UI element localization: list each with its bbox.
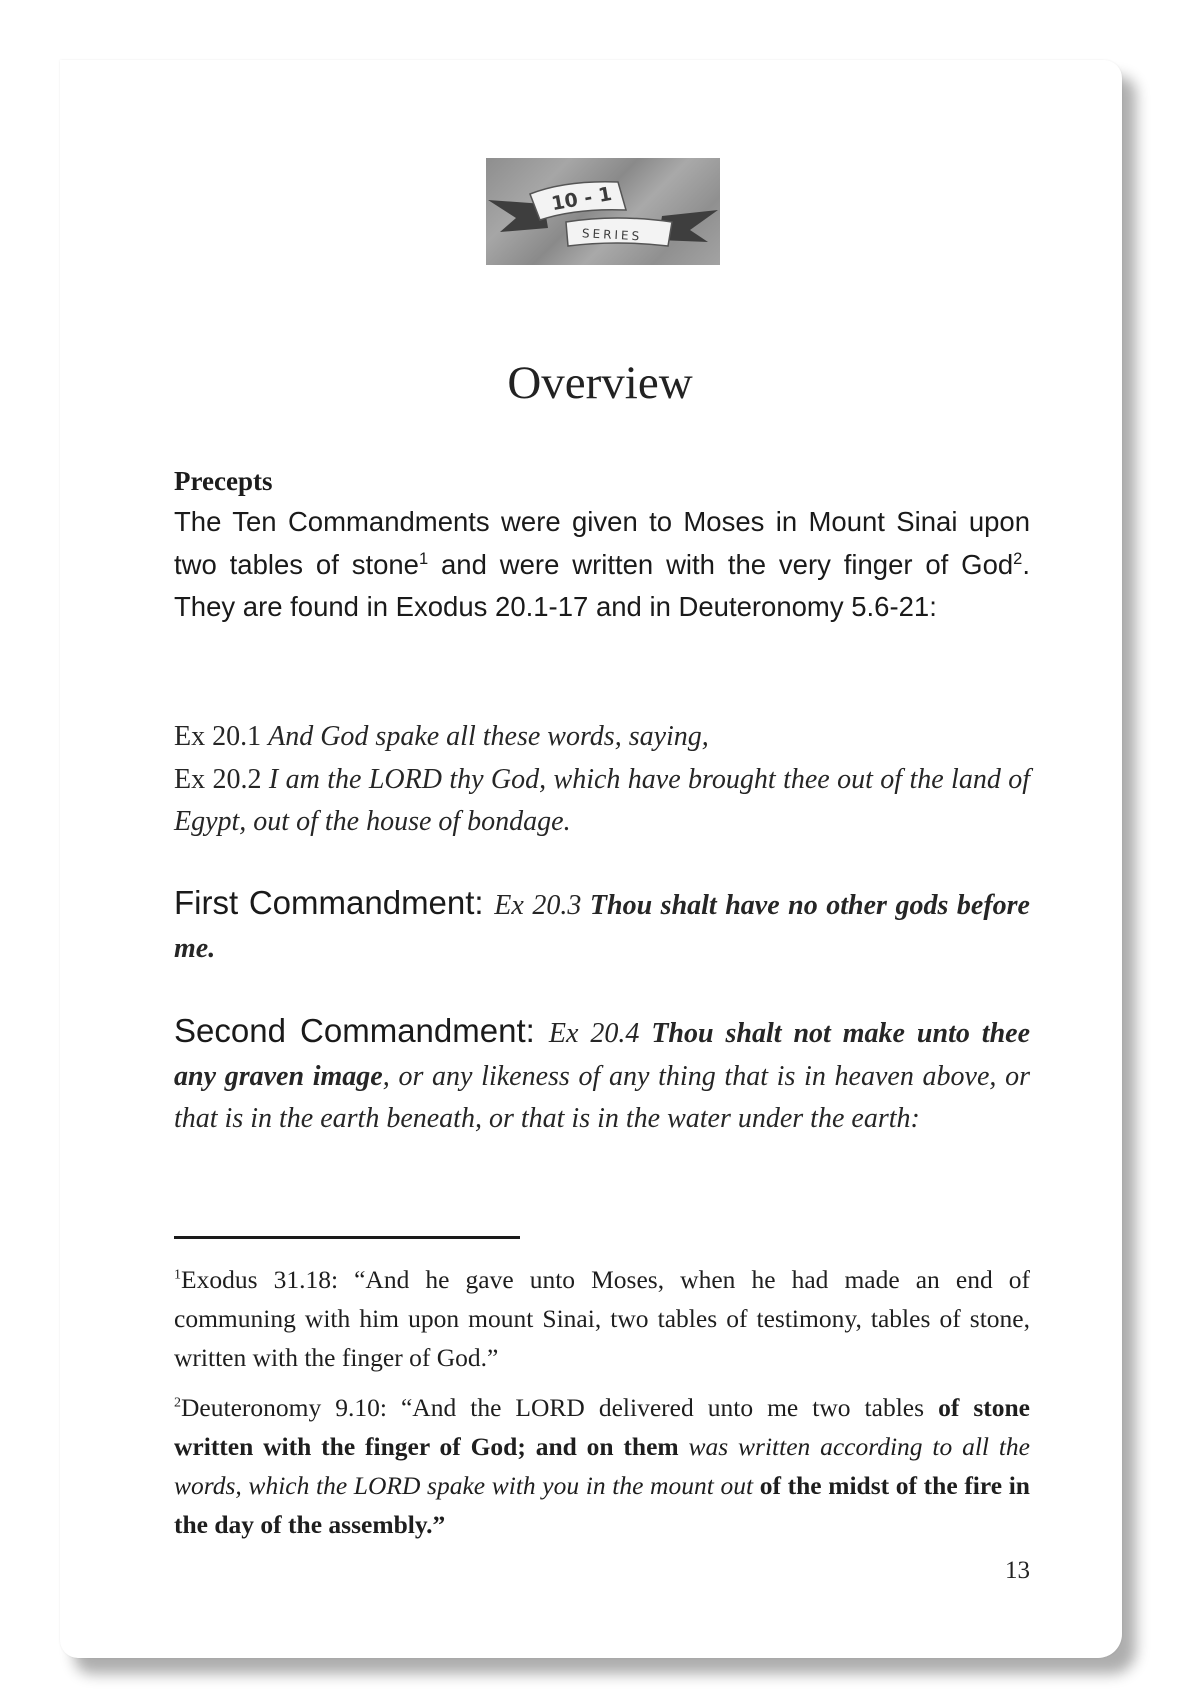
footnote-ref-2[interactable]: 2 xyxy=(1013,549,1023,568)
ribbon-banner-icon xyxy=(486,158,720,265)
page-number: 13 xyxy=(1005,1557,1030,1584)
logo-text-line2: SERIES xyxy=(581,226,643,244)
verse-line: Ex 20.2 I am the LORD thy God, which have brought thee out of the land of Egypt, out of the house of bondage. xyxy=(174,763,1030,837)
commandment-label: Second Commandment: xyxy=(174,1012,549,1049)
footnote-ref-1[interactable]: 1 xyxy=(418,549,429,568)
section-heading: Precepts xyxy=(174,466,273,496)
verses-block xyxy=(174,716,1030,844)
page-title: Overview xyxy=(507,357,693,409)
first-commandment: First Commandment: Ex 20.3 Thou shalt have no other gods before me. xyxy=(174,884,1030,964)
footnote-1: $^1$Exodus 31.18: “And he gave unto Moses, when he had made an end of communing with him upon mount Sinai, two tables of testimony, tables of stone, written with the finger of God.” xyxy=(174,1265,1030,1372)
second-commandment: Second Commandment: Ex 20.4 Thou shalt not make unto thee any graven image, or any likeness of any thing that is in heaven above, or that is in the earth beneath, or that is in the water under the earth: xyxy=(174,1012,1031,1134)
verse-line: Ex 20.1 And God spake all these words, saying, xyxy=(174,721,709,752)
commandment-label: First Commandment: xyxy=(174,884,495,921)
logo-text-line1: 10 - 1 xyxy=(549,182,614,216)
series-logo xyxy=(486,158,720,265)
footnote-2: $^2$Deuteronomy 9.10: “And the LORD delivered unto me two tables of stone written with the finger of God; and on them was written according to all the words, which the LORD spake with you in the mount out of the midst of the fire in the day of the assembly.” xyxy=(174,1393,1030,1539)
footnote-divider xyxy=(174,1236,520,1239)
precepts-paragraph: The Ten Commandments were given to Moses in Mount Sinai upon two tables of stone$^1$ and were written with the very finger of God$^2$. They are found in Exodus 20.1-17 and in Deuteronomy 5.6-21: xyxy=(174,506,1030,622)
